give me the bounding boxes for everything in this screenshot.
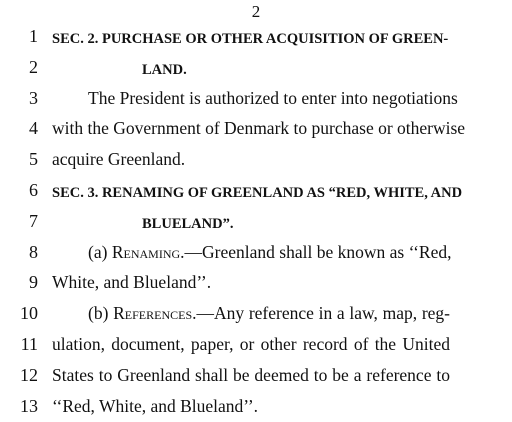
body-text: ‘‘Red, White, and Blueland’’.	[52, 395, 259, 416]
bill-line	[0, 114, 512, 145]
section-heading: SEC. 2. PURCHASE OR OTHER ACQUISITION OF GREEN-	[52, 31, 449, 47]
line-number: 6	[29, 179, 38, 200]
line-number: 8	[29, 241, 38, 262]
bill-line	[0, 84, 512, 115]
body-text: with the Government of Denmark to purchase or otherwise	[52, 118, 466, 139]
section-heading: SEC. 3. RENAMING OF GREENLAND AS “RED, WHITE, AND	[52, 184, 463, 201]
body-text: States to Greenland shall be deemed to be a reference to	[52, 364, 450, 385]
subsection-heading: Renaming	[111, 241, 181, 262]
body-text: .—Any reference in a law, map, reg-	[192, 303, 450, 324]
body-text: acquire Greenland.	[52, 149, 186, 170]
line-number: 11	[20, 333, 38, 354]
line-number: 10	[20, 303, 38, 324]
body-text: ulation, document, paper, or other record of the United	[52, 333, 450, 354]
line-number: 12	[20, 364, 38, 385]
line-number: 3	[29, 87, 38, 108]
line-number: 9	[29, 272, 38, 293]
bill-line	[0, 53, 512, 84]
bill-text	[0, 22, 512, 422]
bill-line	[0, 238, 512, 269]
page-number: 2	[251, 2, 261, 21]
line-number: 4	[29, 118, 38, 139]
subsection-label: (a)	[88, 241, 112, 262]
bill-line	[0, 207, 512, 238]
body-text: White, and Blueland’’.	[52, 272, 212, 293]
line-number: 13	[20, 395, 38, 416]
subsection-text	[88, 302, 450, 324]
bill-line	[0, 145, 512, 176]
bill-line	[0, 176, 512, 207]
bill-line	[0, 361, 512, 392]
body-text: .—Greenland shall be known as ‘‘Red,	[180, 241, 452, 262]
line-number: 5	[29, 149, 38, 170]
body-text: The President is authorized to enter into negotiations	[88, 87, 458, 108]
line-number: 1	[29, 26, 38, 46]
line-number: 2	[29, 56, 38, 77]
subsection-heading: References	[113, 303, 193, 324]
bill-line	[0, 330, 512, 361]
bill-line	[0, 299, 512, 330]
bill-line	[0, 22, 512, 53]
bill-line	[0, 268, 512, 299]
line-number: 7	[29, 210, 38, 231]
section-heading-continued: BLUELAND”.	[142, 215, 234, 232]
subsection-label: (b)	[88, 303, 114, 324]
subsection-text	[88, 241, 450, 263]
section-heading-continued: LAND.	[142, 61, 187, 78]
bill-line	[0, 392, 512, 422]
